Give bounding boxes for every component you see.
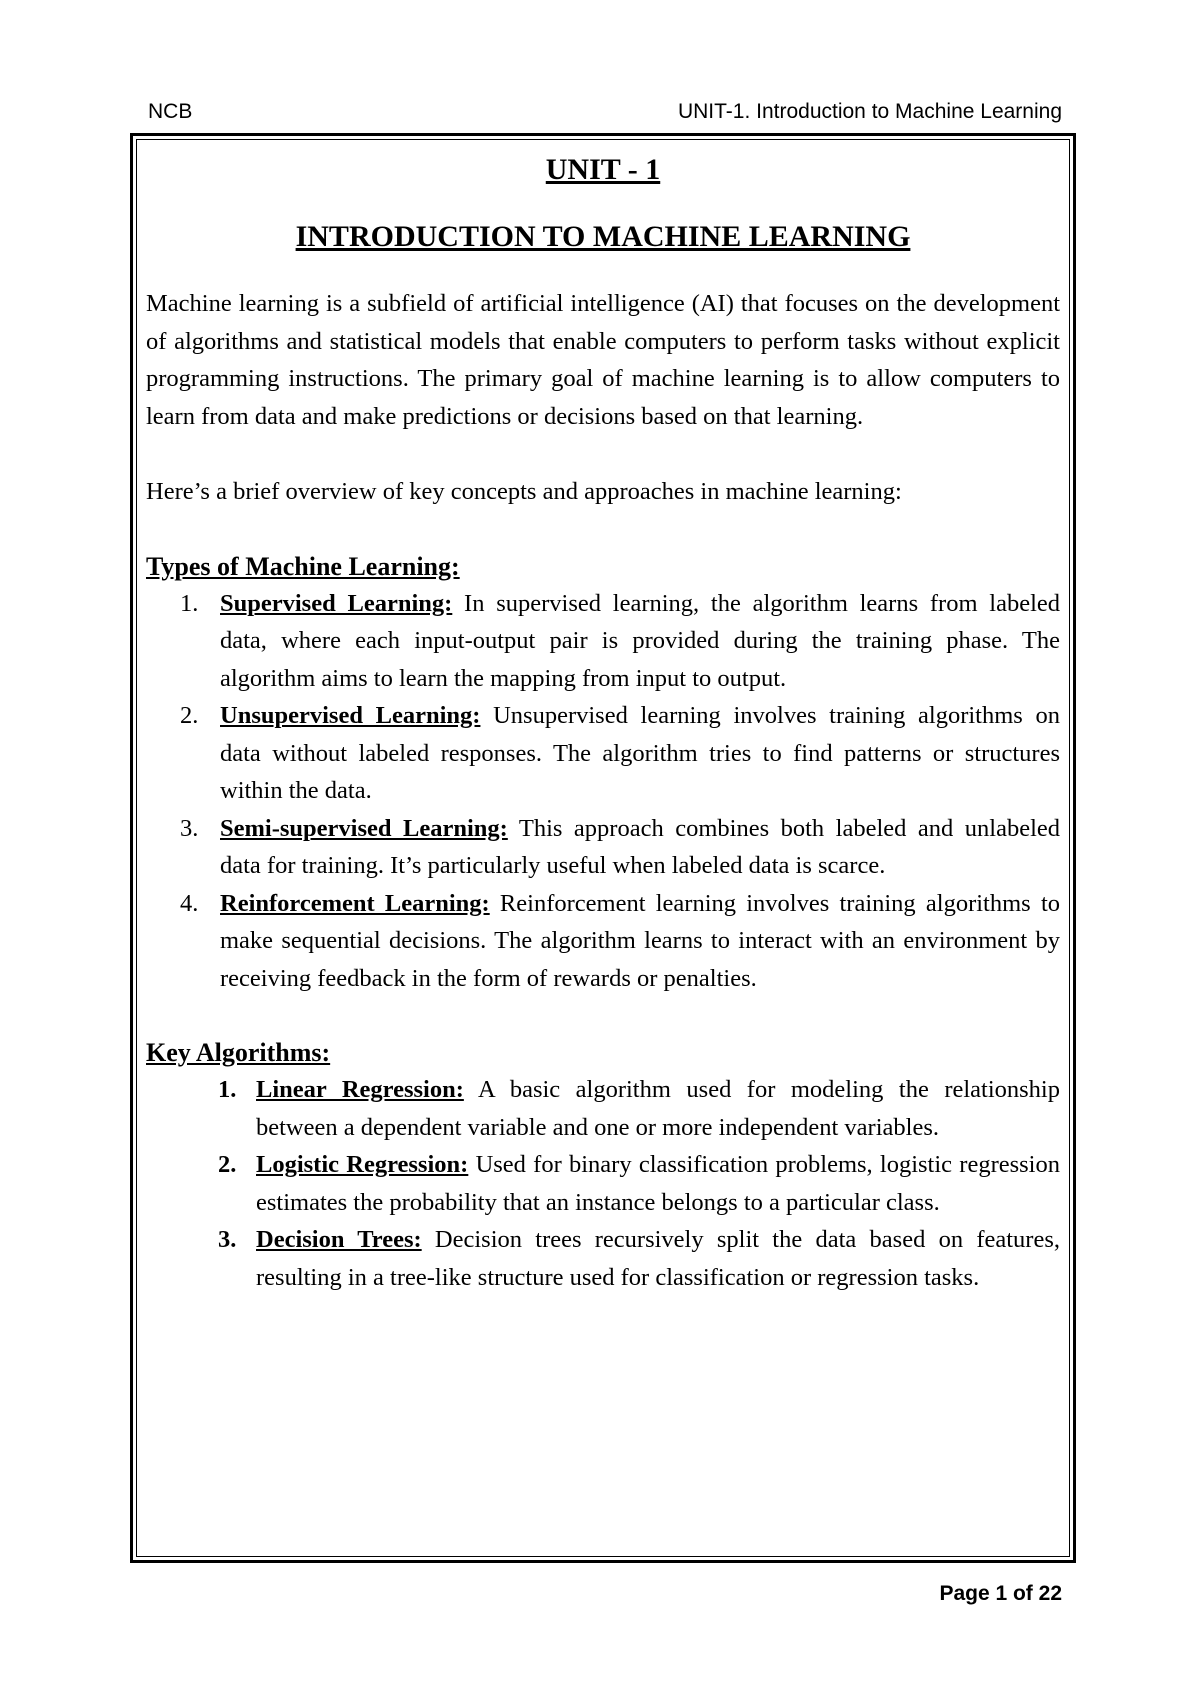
list-item xyxy=(146,697,1060,810)
list-item xyxy=(146,585,1060,698)
term-label: Supervised Learning: xyxy=(220,589,453,617)
main-title: INTRODUCTION TO MACHINE LEARNING xyxy=(295,220,911,253)
list-number: 3. xyxy=(180,814,199,842)
term-label: Decision Trees: xyxy=(256,1226,422,1253)
list-item xyxy=(146,1071,1060,1146)
term-label: Linear Regression: xyxy=(256,1076,464,1103)
term-description: Decision trees recursively split the data based on features, resulting in a tree-like structure used for classification or regression tasks. xyxy=(256,1226,1060,1291)
intro-paragraph: Machine learning is a subfield of artificial intelligence (AI) that focuses on the development of algorithms and statistical models that enable computers to perform tasks without explicit programming instructions. The primary goal of machine learning is to allow computers to learn from data and make predictions or decisions based on that learning. xyxy=(146,290,1060,430)
list-number: 2. xyxy=(218,1151,237,1178)
term-description: Reinforcement learning involves training algorithms to make sequential decisions. The algorithm learns to interact with an environment by receiving feedback in the form of rewards or penalties. xyxy=(220,889,1060,992)
list-item xyxy=(146,1146,1060,1221)
types-list xyxy=(146,585,1060,998)
algorithms-list xyxy=(146,1071,1060,1296)
types-heading: Types of Machine Learning: xyxy=(146,551,460,581)
term-description: Used for binary classification problems, logistic regression estimates the probability that an instance belongs to a particular class. xyxy=(256,1151,1060,1216)
unit-title: UNIT - 1 xyxy=(545,153,661,186)
term-label: Reinforcement Learning: xyxy=(220,889,490,917)
list-number: 2. xyxy=(180,702,199,729)
page-number: Page 1 of 22 xyxy=(939,1582,1062,1605)
term-description: In supervised learning, the algorithm learns from labeled data, where each input-output pair is provided during the training phase. The algorithm aims to learn the mapping from input to output. xyxy=(220,589,1061,692)
term-description: Unsupervised learning involves training algorithms on data without labeled responses. The algorithm tries to find patterns or structures within the data. xyxy=(220,702,1060,804)
term-description: This approach combines both labeled and unlabeled data for training. It’s particularly useful when labeled data is scarce. xyxy=(220,814,1060,879)
list-item xyxy=(146,810,1060,885)
list-number: 4. xyxy=(180,889,199,917)
list-item xyxy=(146,1221,1060,1296)
page-content xyxy=(146,148,1060,1296)
overview-paragraph: Here’s a brief overview of key concepts and approaches in machine learning: xyxy=(146,478,902,505)
list-number: 1. xyxy=(180,589,199,617)
list-item xyxy=(146,885,1060,998)
term-description: A basic algorithm used for modeling the relationship between a dependent variable and one or more independent variables. xyxy=(256,1076,1060,1141)
term-label: Logistic Regression: xyxy=(256,1151,469,1178)
algorithms-heading: Key Algorithms: xyxy=(146,1038,331,1067)
list-number: 3. xyxy=(218,1226,237,1253)
header-right-label: UNIT-1. Introduction to Machine Learning xyxy=(677,100,1062,123)
header-left-label: NCB xyxy=(148,100,193,123)
term-label: Unsupervised Learning: xyxy=(220,702,481,729)
term-label: Semi-supervised Learning: xyxy=(220,814,508,842)
page-header xyxy=(148,100,1062,130)
list-number: 1. xyxy=(218,1076,237,1103)
